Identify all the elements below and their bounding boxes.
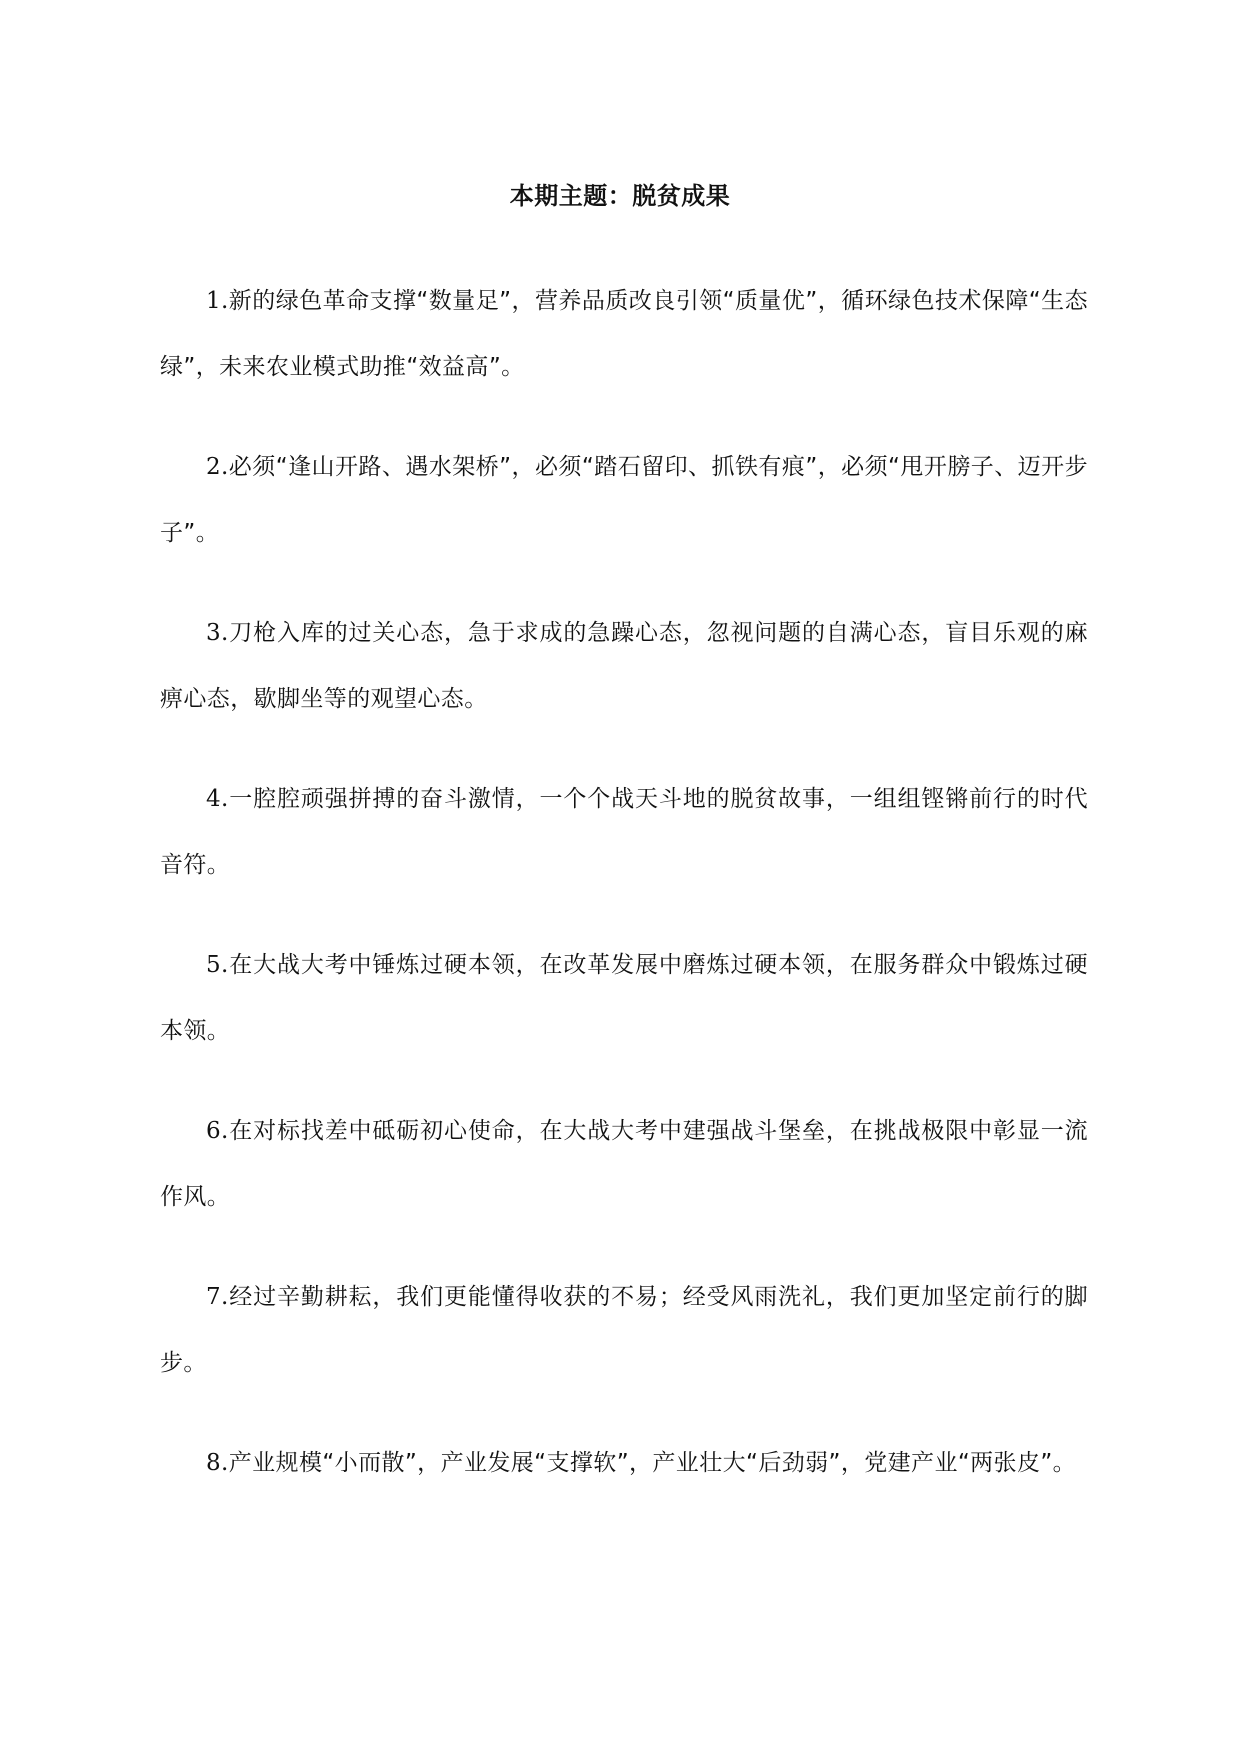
paragraph-number: 5. bbox=[206, 952, 229, 978]
paragraph-text: 经过辛勤耕耘，我们更能懂得收获的不易；经受风雨洗礼，我们更加坚定前行的脚步。 bbox=[160, 1284, 1088, 1376]
document-body bbox=[160, 268, 1088, 1530]
paragraph-number: 6. bbox=[206, 1118, 229, 1144]
paragraph-text: 新的绿色革命支撑“数量足”，营养品质改良引领“质量优”，循环绿色技术保障“生态绿”，未来农业模式助推“效益高”。 bbox=[160, 288, 1088, 380]
paragraph-text: 在大战大考中锤炼过硬本领，在改革发展中磨炼过硬本领，在服务群众中锻炼过硬本领。 bbox=[160, 952, 1088, 1044]
paragraph-6 bbox=[160, 1098, 1088, 1230]
paragraph-text: 产业规模“小而散”，产业发展“支撑软”，产业壮大“后劲弱”，党建产业“两张皮”。 bbox=[228, 1450, 1077, 1476]
paragraph-4 bbox=[160, 766, 1088, 898]
paragraph-number: 3. bbox=[206, 620, 229, 646]
paragraph-1 bbox=[160, 268, 1088, 400]
paragraph-number: 2. bbox=[206, 454, 229, 480]
paragraph-3 bbox=[160, 600, 1088, 732]
paragraph-number: 4. bbox=[206, 786, 229, 812]
paragraph-number: 1. bbox=[206, 288, 229, 314]
page-title: 本期主题：脱贫成果 bbox=[509, 182, 731, 210]
paragraph-text: 在对标找差中砥砺初心使命，在大战大考中建强战斗堡垒，在挑战极限中彰显一流作风。 bbox=[160, 1118, 1088, 1210]
paragraph-number: 7. bbox=[206, 1284, 229, 1310]
paragraph-5 bbox=[160, 932, 1088, 1064]
paragraph-7 bbox=[160, 1264, 1088, 1396]
paragraph-text: 必须“逢山开路、遇水架桥”，必须“踏石留印、抓铁有痕”，必须“甩开膀子、迈开步子”。 bbox=[160, 454, 1088, 546]
paragraph-8 bbox=[160, 1430, 1088, 1496]
paragraph-text: 刀枪入库的过关心态，急于求成的急躁心态，忽视问题的自满心态，盲目乐观的麻痹心态，歇脚坐等的观望心态。 bbox=[160, 620, 1088, 712]
paragraph-text: 一腔腔顽强拼搏的奋斗激情，一个个战天斗地的脱贫故事，一组组铿锵前行的时代音符。 bbox=[160, 786, 1088, 878]
paragraph-2 bbox=[160, 434, 1088, 566]
paragraph-number: 8. bbox=[206, 1450, 229, 1476]
